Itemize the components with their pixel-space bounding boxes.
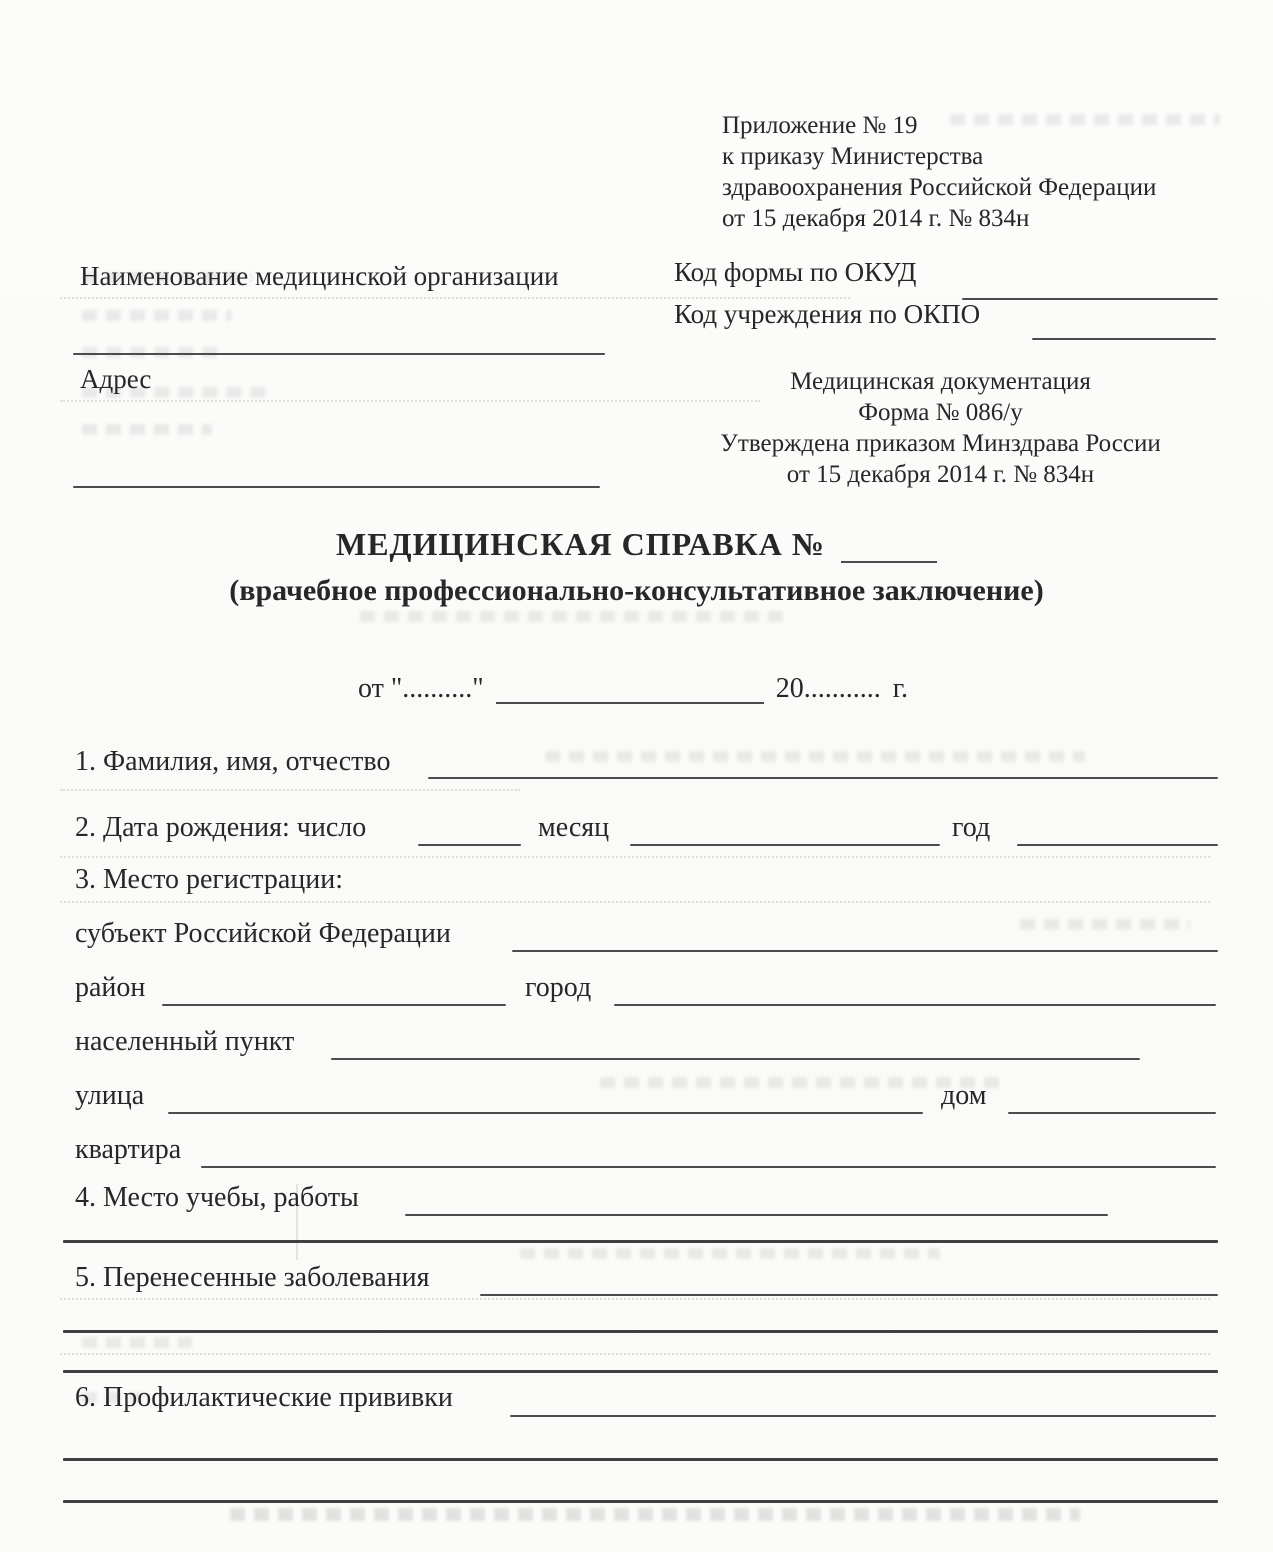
scan-artifact-line — [60, 400, 760, 402]
vaccinations-blank-line — [510, 1415, 1216, 1417]
bleed-through-artifact — [230, 1508, 1080, 1521]
document-subtitle: (врачебное профессионально-консультативное заключение) — [229, 574, 1044, 607]
okud-blank-line — [962, 298, 1218, 300]
city-label: город — [525, 972, 592, 1003]
birth-day-blank-line — [418, 844, 521, 846]
okpo-label: Код учреждения по ОКПО — [674, 299, 981, 329]
apartment-blank-line — [201, 1166, 1216, 1168]
house-blank-line — [1008, 1112, 1216, 1114]
date-prefix: от ".........." — [358, 672, 484, 704]
title-row — [0, 527, 1273, 563]
okud-label: Код формы по ОКУД — [674, 257, 917, 287]
scan-artifact-line — [60, 901, 1210, 903]
date-year: 20........... — [775, 672, 881, 704]
appendix-note-line: от 15 декабря 2014 г. № 834н — [722, 205, 1030, 232]
date-line — [358, 672, 908, 704]
district-label: район — [75, 972, 146, 1003]
bleed-through-artifact — [520, 1248, 940, 1259]
document-title: МЕДИЦИНСКАЯ СПРАВКА № — [335, 526, 826, 562]
bleed-through-artifact — [545, 751, 1085, 762]
birth-year-label: год — [952, 812, 991, 843]
settlement-blank-line — [331, 1058, 1140, 1060]
bleed-through-artifact — [360, 611, 790, 622]
org-name-blank-line — [73, 353, 605, 355]
okpo-blank-line — [1032, 338, 1216, 340]
date-blank-line — [496, 672, 764, 704]
appendix-note — [722, 110, 1202, 234]
section-divider-line — [63, 1370, 1218, 1373]
field-vaccinations-label: 6. Профилактические прививки — [75, 1382, 453, 1413]
bleed-through-artifact — [1020, 919, 1190, 930]
scan-artifact-line — [60, 856, 1210, 858]
bleed-through-artifact — [600, 1077, 1000, 1088]
date-year-suffix: г. — [892, 672, 909, 704]
bleed-through-artifact — [82, 424, 212, 435]
district-blank-line — [162, 1004, 506, 1006]
scan-artifact-line — [60, 1298, 1210, 1300]
section-divider-line — [63, 1240, 1218, 1243]
bleed-through-artifact — [82, 310, 232, 321]
appendix-note-line: здравоохранения Российской Федерации — [722, 174, 1157, 201]
region-blank-line — [512, 950, 1218, 952]
address-label: Адрес — [80, 364, 152, 394]
scan-artifact-line — [60, 1353, 1210, 1355]
scan-artifact-line — [60, 789, 520, 791]
birth-month-label: месяц — [538, 812, 610, 843]
field-birthdate-label: 2. Дата рождения: число — [75, 812, 367, 843]
section-divider-line — [63, 1458, 1218, 1461]
region-label: субъект Российской Федерации — [75, 918, 451, 949]
street-label: улица — [75, 1080, 145, 1111]
house-label: дом — [941, 1080, 987, 1111]
street-blank-line — [168, 1112, 923, 1114]
bleed-through-artifact — [82, 1337, 192, 1348]
apartment-label: квартира — [75, 1134, 182, 1165]
field-registration-label: 3. Место регистрации: — [75, 864, 344, 895]
title-number-blank-line — [841, 529, 937, 563]
form-info-line: от 15 декабря 2014 г. № 834н — [786, 461, 1095, 488]
appendix-note-line: Приложение № 19 — [722, 112, 918, 139]
field-name-label: 1. Фамилия, имя, отчество — [75, 746, 391, 777]
diseases-blank-line — [480, 1294, 1218, 1296]
section-divider-line — [63, 1330, 1218, 1333]
settlement-label: населенный пункт — [75, 1026, 295, 1057]
birth-year-blank-line — [1017, 844, 1218, 846]
address-blank-line — [73, 486, 600, 488]
form-info-line: Форма № 086/у — [858, 399, 1023, 426]
org-name-label: Наименование медицинской организации — [80, 261, 559, 291]
field-study-work-label: 4. Место учебы, работы — [75, 1182, 359, 1213]
name-blank-line — [428, 777, 1218, 779]
study-work-blank-line — [405, 1214, 1108, 1216]
form-info-line: Утверждена приказом Минздрава России — [720, 430, 1161, 457]
field-diseases-label: 5. Перенесенные заболевания — [75, 1262, 430, 1293]
section-divider-line — [63, 1500, 1218, 1503]
city-blank-line — [614, 1004, 1216, 1006]
form-info-block — [678, 366, 1203, 490]
form-info-line: Медицинская документация — [790, 368, 1091, 395]
birth-month-blank-line — [630, 844, 940, 846]
appendix-note-line: к приказу Министерства — [722, 143, 984, 170]
